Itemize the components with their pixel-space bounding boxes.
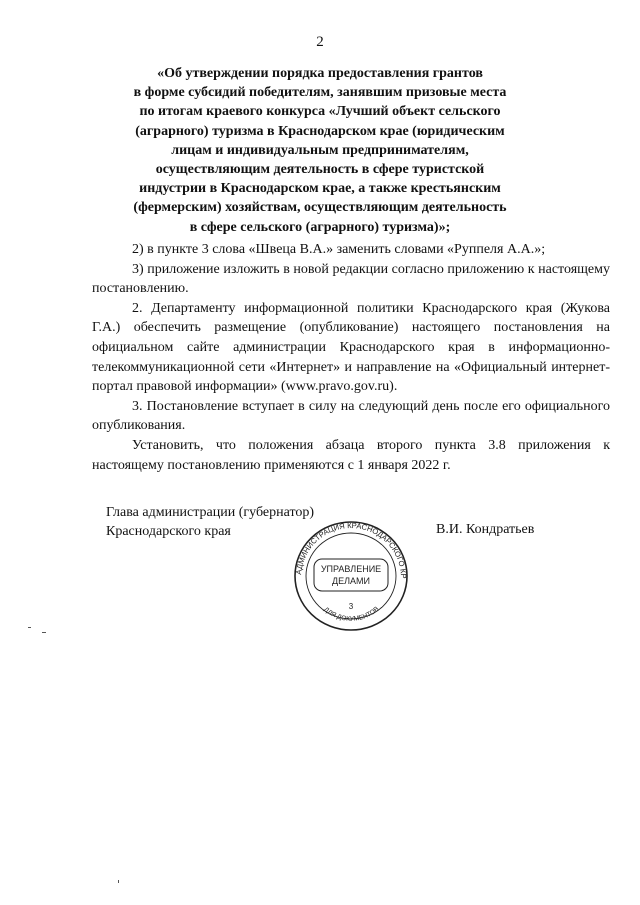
title-line: (фермерским) хозяйствам, осуществляющим деятельность bbox=[133, 200, 507, 216]
document-title bbox=[100, 64, 540, 237]
title-line: (аграрного) туризма в Краснодарском крае (юридическим bbox=[135, 123, 505, 139]
official-stamp bbox=[286, 516, 416, 636]
scan-speck bbox=[28, 627, 31, 628]
page-number: 2 bbox=[316, 34, 324, 50]
stamp-number: 3 bbox=[348, 602, 354, 611]
title-line: в сфере сельского (аграрного) туризма)»; bbox=[189, 219, 451, 235]
paragraph: Установить, что положения абзаца второго пункта 3.8 приложения к настоящему постановлению применяются с 1 января 2022 г. bbox=[92, 437, 610, 473]
title-line: осуществляющим деятельность в сфере туристской bbox=[155, 162, 485, 178]
stamp-outer-text: АДМИНИСТРАЦИЯ КРАСНОДАРСКОГО КР bbox=[294, 520, 409, 579]
paragraph: 2. Департаменту информационной политики Краснодарского края (Жукова Г.А.) обеспечить размещение (опубликование) настоящего постановления на официальном сайте администрации Краснодарского края в информационно-телекоммуникационной сети «Интернет» и направление на «Официальный интернет-портал правовой информации» (www.pravo.gov.ru). bbox=[92, 300, 610, 395]
stamp-bottom-text: ДЛЯ ДОКУМЕНТОВ bbox=[322, 605, 381, 623]
title-line: по итогам краевого конкурса «Лучший объект сельского bbox=[139, 104, 501, 120]
signature-position-line: Краснодарского края bbox=[106, 524, 231, 539]
title-line: «Об утверждении порядка предоставления грантов bbox=[157, 66, 483, 81]
paragraph: 3. Постановление вступает в силу на следующий день после его официального опубликования. bbox=[92, 398, 610, 434]
title-line: лицам и индивидуальным предпринимателям, bbox=[171, 142, 469, 158]
stamp-inner-line: УПРАВЛЕНИЕ bbox=[320, 564, 382, 574]
paragraph: 3) приложение изложить в новой редакции согласно приложению к настоящему постановлению. bbox=[92, 261, 610, 297]
stamp-inner-line: ДЕЛАМИ bbox=[332, 576, 370, 586]
title-line: индустрии в Краснодарском крае, а также крестьянским bbox=[139, 181, 501, 197]
stamp-seal-icon bbox=[286, 516, 416, 636]
signature-position-line: Глава администрации (губернатор) bbox=[106, 505, 315, 520]
scan-speck bbox=[118, 880, 119, 883]
document-body bbox=[92, 240, 610, 475]
paragraph: 2) в пункте 3 слова «Швеца В.А.» заменить словами «Руппеля А.А.»; bbox=[132, 242, 546, 257]
title-line: в форме субсидий победителям, занявшим призовые места bbox=[133, 85, 507, 101]
scan-speck bbox=[42, 632, 46, 633]
signature-name: В.И. Кондратьев bbox=[436, 522, 535, 537]
signature-position bbox=[106, 503, 314, 541]
